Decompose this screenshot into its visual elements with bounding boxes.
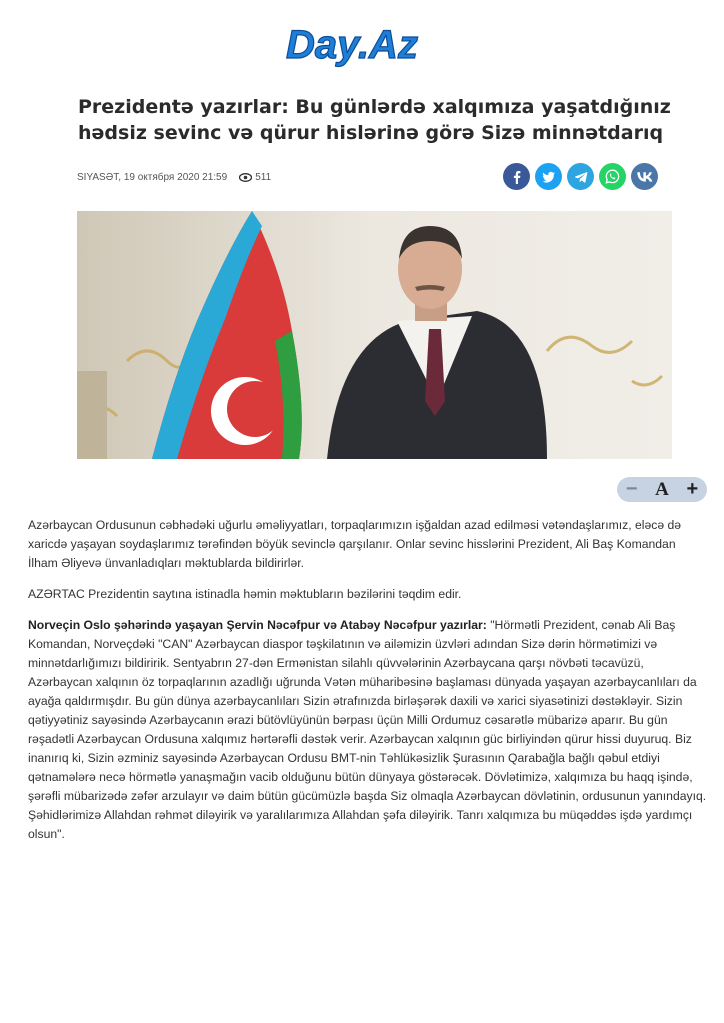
font-size-control: [617, 477, 707, 502]
font-size-label: A: [655, 478, 669, 500]
article-category[interactable]: SIYASƏT,: [77, 172, 122, 183]
logo-text: Day.Az: [286, 23, 418, 67]
vk-icon: [637, 172, 653, 182]
share-twitter-button[interactable]: [535, 163, 562, 190]
decrease-font-button[interactable]: −: [625, 478, 638, 500]
share-facebook-button[interactable]: [503, 163, 530, 190]
share-buttons: [503, 163, 658, 190]
facebook-icon: [510, 170, 524, 184]
share-whatsapp-button[interactable]: [599, 163, 626, 190]
increase-font-button[interactable]: +: [686, 478, 699, 500]
telegram-icon: [574, 170, 588, 184]
views-counter: [239, 172, 271, 183]
eye-icon: [239, 173, 252, 182]
article-paragraph: [28, 616, 708, 844]
views-count: 511: [255, 172, 272, 183]
twitter-icon: [542, 170, 556, 184]
article-title: Prezidentə yazırlar: Bu günlərdə xalqımıza yaşatdığınız hədsiz sevinc və qürur hislərinə görə Sizə minnətdarıq: [78, 96, 671, 144]
share-telegram-button[interactable]: [567, 163, 594, 190]
site-logo[interactable]: [258, 16, 446, 72]
article-date: 19 октября 2020 21:59: [123, 172, 228, 183]
article-paragraph: Azərbaycan Ordusunun cəbhədəki uğurlu əməliyyatları, torpaqlarımızın işğaldan azad edilməsi vətəndaşlarımız, eləcə də xaricdə yaşayan soydaşlarımız tərəfindən böyük sevinclə qarşılanır. Onlar sevinc hisslərini Prezident, Ali Baş Komandan İlham Əliyevə ünvanladıqları məktublarda bildirirlər.: [28, 518, 682, 570]
share-vk-button[interactable]: [631, 163, 658, 190]
letter-text: "Hörmətli Prezident, cənab Ali Baş Komandan, Norveçdəki "CAN" Azərbaycan diaspor təşkilatının və ailəmizin üzvləri adından Sizə dərin hörmətimizi və minnətdarlığımızı bildiririk. Sentyabrın 27-dən Ermənistan silahlı qüvvələrinin Azərbaycana qarşı növbəti təcavüzü, Azərbaycan xalqının öz torpaqlarının azadlığı uğrunda Vətən müharibəsinə başlaması dünyada yaşayan azərbaycanlıları da ayağa qaldırmışdır. Bu gün dünya azərbaycanlıları Sizin ətrafınızda birləşərək daxili və xarici siyasətinizi dəstəkləyir. Sizin qətiyyətiniz sayəsində Azərbaycanın ərazi bütövlüyünün bərpası üçün Milli Ordumuz cəsarətlə mübarizə aparır. Bu gün rəşadətli Azərbaycan Ordusuna xalqımız hərtərəfli dəstək verir. Azərbaycan xalqının güc birliyindən qürur hissi duyuruq. Biz inanırıq ki, Sizin əzminiz sayəsində Azərbaycan Ordusu BMT-nin Təhlükəsizlik Şurasının Qarabağla bağlı qəbul etdiyi qətnamələrə necə hörmətlə yanaşmağın vacib olduğunu bütün dünyaya göstərəcək. Dövlətimizə, xalqımıza bu haqq işində, şərəfli mübarizədə zəfər arzulayır və daim bütün gücümüzlə başda Siz olmaqla Azərbaycan dövlətinin, ordusunun yanındayıq. Şəhidlərimizə Allahdan rəhmət diləyirik və yaralılarımıza Allahdan şəfa diləyirik. Tanrı xalqımıza bu müqəddəs işdə yardımçı olsun".: [28, 618, 707, 841]
article-body: [28, 516, 708, 856]
letter-authors: Norveçin Oslo şəhərində yaşayan Şervin Nəcəfpur və Atabəy Nəcəfpur yazırlar:: [28, 618, 487, 632]
article-meta: [77, 172, 271, 183]
whatsapp-icon: [605, 169, 620, 184]
article-photo: [77, 211, 672, 459]
article-paragraph: AZƏRTAC Prezidentin saytına istinadla həmin məktubların bəzilərini təqdim edir.: [28, 587, 462, 601]
